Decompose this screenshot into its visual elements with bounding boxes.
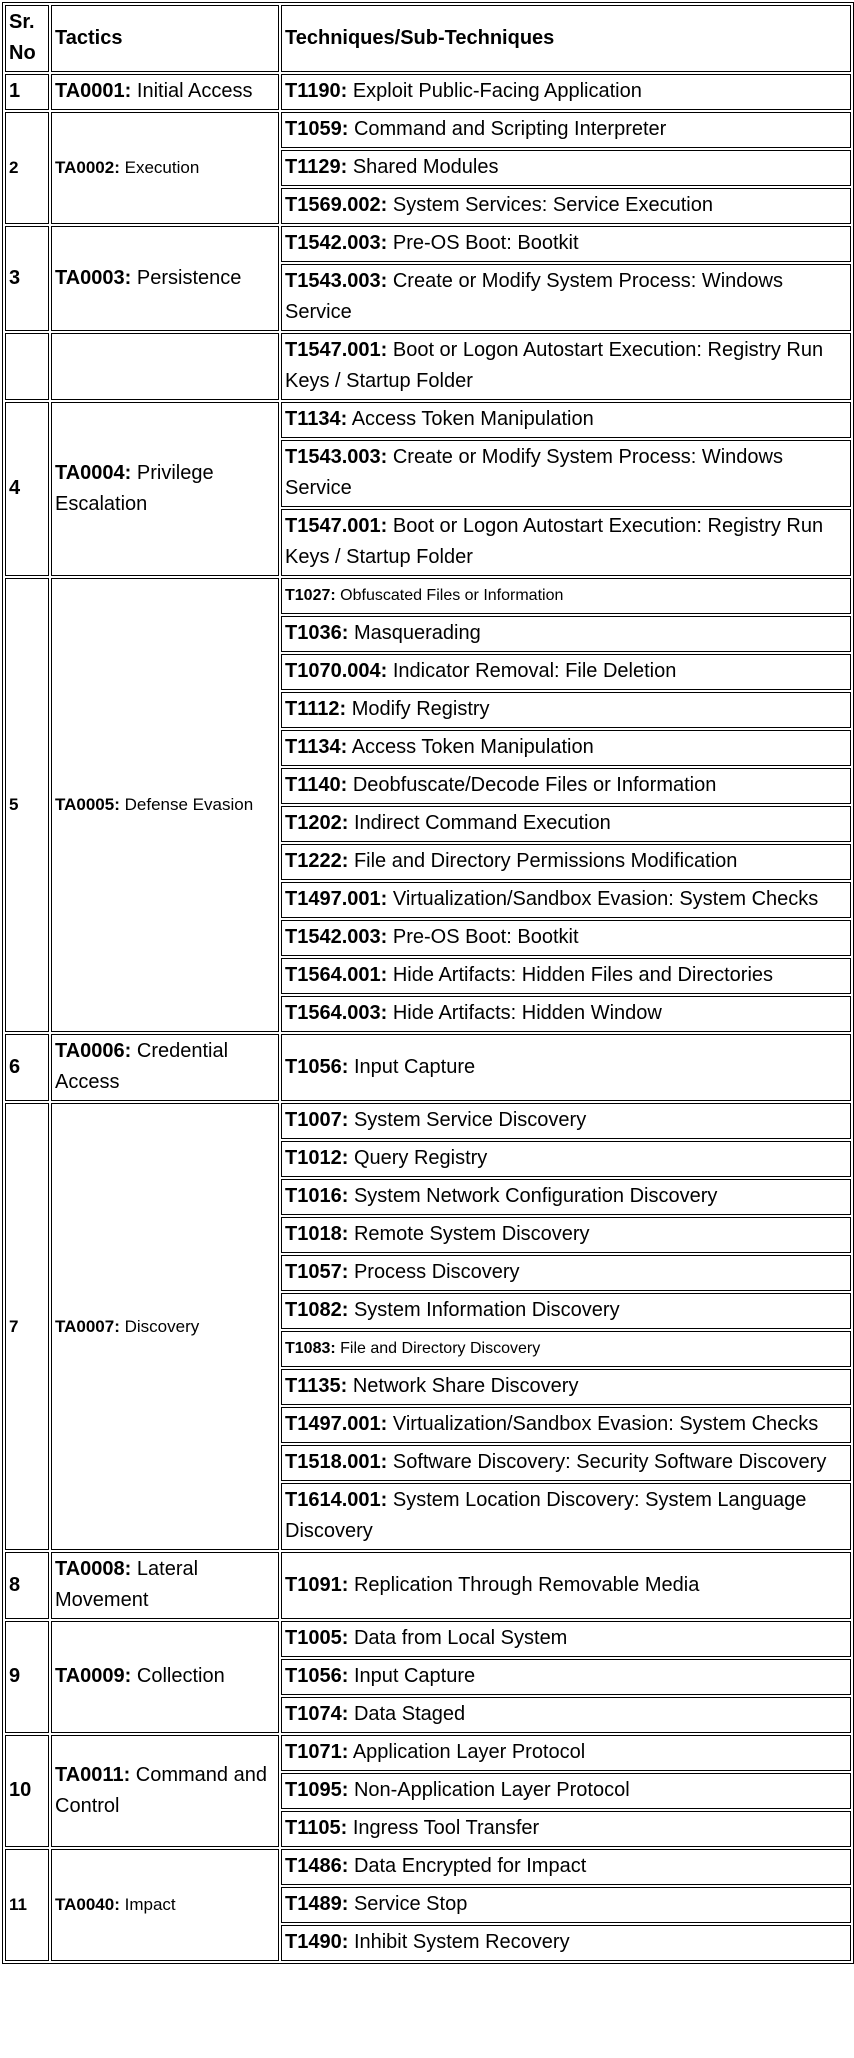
technique-id: T1074: bbox=[285, 1703, 349, 1725]
tactic-name: Lateral Movement bbox=[55, 1558, 199, 1611]
tactic-cell bbox=[51, 1103, 279, 1550]
technique-name: Virtualization/Sandbox Evasion: System Checks bbox=[392, 1413, 819, 1435]
tactic-cell bbox=[51, 333, 279, 400]
tactic-name: Impact bbox=[124, 1895, 176, 1914]
sr-no-cell: 2 bbox=[5, 112, 49, 224]
technique-cell bbox=[281, 1331, 851, 1367]
technique-name: Pre-OS Boot: Bootkit bbox=[392, 232, 579, 254]
technique-id: T1490: bbox=[285, 1931, 349, 1953]
technique-id: T1007: bbox=[285, 1109, 349, 1131]
tactic-name: Discovery bbox=[124, 1316, 200, 1336]
sr-no-cell: 4 bbox=[5, 402, 49, 576]
technique-cell bbox=[281, 1407, 851, 1443]
tactic-name: Execution bbox=[124, 158, 200, 177]
sr-no-cell: 1 bbox=[5, 74, 49, 110]
technique-cell bbox=[281, 1849, 851, 1885]
tactic-name: Credential Access bbox=[55, 1040, 229, 1093]
technique-cell bbox=[281, 402, 851, 438]
technique-id: T1095: bbox=[285, 1779, 349, 1801]
sr-no-cell: 3 bbox=[5, 226, 49, 331]
header-sr-no: Sr. No bbox=[5, 5, 49, 72]
technique-cell bbox=[281, 1552, 851, 1619]
table-body bbox=[5, 74, 851, 1961]
technique-id: T1012: bbox=[285, 1147, 349, 1169]
technique-cell bbox=[281, 844, 851, 880]
technique-cell bbox=[281, 616, 851, 652]
technique-name: Input Capture bbox=[353, 1665, 476, 1687]
tactic-cell bbox=[51, 1849, 279, 1961]
technique-id: T1547.001: bbox=[285, 339, 388, 361]
technique-id: T1016: bbox=[285, 1185, 349, 1207]
technique-cell bbox=[281, 882, 851, 918]
tactic-cell bbox=[51, 1735, 279, 1847]
technique-cell bbox=[281, 654, 851, 690]
sr-no-cell: 9 bbox=[5, 1621, 49, 1733]
technique-name: Remote System Discovery bbox=[353, 1223, 590, 1245]
table-row bbox=[5, 1849, 851, 1885]
technique-name: Deobfuscate/Decode Files or Information bbox=[352, 774, 717, 796]
technique-id: T1564.001: bbox=[285, 964, 388, 986]
technique-id: T1564.003: bbox=[285, 1002, 388, 1024]
technique-id: T1070.004: bbox=[285, 660, 388, 682]
technique-name: Virtualization/Sandbox Evasion: System Checks bbox=[392, 888, 819, 910]
technique-id: T1134: bbox=[285, 408, 348, 430]
technique-id: T1489: bbox=[285, 1893, 349, 1915]
header-techniques: Techniques/Sub-Techniques bbox=[281, 5, 851, 72]
tactic-id: TA0009: bbox=[55, 1665, 132, 1687]
technique-id: T1222: bbox=[285, 850, 349, 872]
tactic-cell bbox=[51, 578, 279, 1032]
technique-name: Inhibit System Recovery bbox=[353, 1931, 570, 1953]
technique-cell bbox=[281, 264, 851, 331]
technique-cell bbox=[281, 333, 851, 400]
technique-id: T1135: bbox=[285, 1375, 348, 1397]
tactic-id: TA0007: bbox=[55, 1316, 120, 1336]
technique-id: T1027: bbox=[285, 587, 336, 604]
tactic-id: TA0005: bbox=[55, 795, 120, 814]
technique-name: Query Registry bbox=[353, 1147, 488, 1169]
technique-cell bbox=[281, 150, 851, 186]
technique-name: Hide Artifacts: Hidden Window bbox=[392, 1002, 662, 1024]
technique-name: System Network Configuration Discovery bbox=[353, 1185, 718, 1207]
table-row bbox=[5, 333, 851, 400]
technique-id: T1071: bbox=[285, 1741, 349, 1763]
technique-id: T1547.001: bbox=[285, 515, 388, 537]
technique-cell bbox=[281, 578, 851, 614]
tactic-id: TA0040: bbox=[55, 1895, 120, 1914]
technique-cell bbox=[281, 1621, 851, 1657]
technique-name: System Location Discovery: System Language Discovery bbox=[285, 1489, 807, 1542]
tactic-name: Privilege Escalation bbox=[55, 461, 214, 515]
table-row bbox=[5, 578, 851, 614]
technique-name: Software Discovery: Security Software Discovery bbox=[392, 1451, 827, 1473]
sr-no-cell: 8 bbox=[5, 1552, 49, 1619]
technique-name: Network Share Discovery bbox=[352, 1375, 579, 1397]
technique-name: Service Stop bbox=[353, 1893, 468, 1915]
table-row bbox=[5, 1103, 851, 1139]
technique-name: Boot or Logon Autostart Execution: Registry Run Keys / Startup Folder bbox=[285, 515, 824, 568]
technique-name: Obfuscated Files or Information bbox=[340, 587, 564, 604]
technique-cell bbox=[281, 112, 851, 148]
technique-id: T1542.003: bbox=[285, 926, 388, 948]
tactic-name: Defense Evasion bbox=[124, 795, 254, 814]
sr-no-cell: 7 bbox=[5, 1103, 49, 1550]
technique-name: Process Discovery bbox=[353, 1261, 520, 1283]
technique-name: Data Encrypted for Impact bbox=[353, 1855, 587, 1877]
technique-name: System Service Discovery bbox=[353, 1109, 587, 1131]
table-row bbox=[5, 1034, 851, 1101]
technique-id: T1202: bbox=[285, 812, 349, 834]
tactic-id: TA0008: bbox=[55, 1558, 132, 1580]
technique-cell bbox=[281, 1217, 851, 1253]
technique-name: Indicator Removal: File Deletion bbox=[392, 660, 677, 682]
technique-id: T1134: bbox=[285, 736, 348, 758]
technique-name: Modify Registry bbox=[351, 698, 490, 720]
tactic-cell bbox=[51, 1552, 279, 1619]
table-row bbox=[5, 1552, 851, 1619]
technique-name: Create or Modify System Process: Windows Service bbox=[285, 446, 783, 499]
technique-cell bbox=[281, 1887, 851, 1923]
technique-cell bbox=[281, 1255, 851, 1291]
tactic-name: Initial Access bbox=[136, 80, 253, 102]
tactic-name: Collection bbox=[136, 1665, 225, 1687]
technique-id: T1543.003: bbox=[285, 270, 388, 292]
tactic-cell bbox=[51, 402, 279, 576]
technique-name: Exploit Public-Facing Application bbox=[352, 80, 642, 102]
tactic-cell bbox=[51, 112, 279, 224]
technique-id: T1057: bbox=[285, 1261, 349, 1283]
technique-name: File and Directory Permissions Modification bbox=[353, 850, 738, 872]
technique-id: T1056: bbox=[285, 1665, 349, 1687]
technique-id: T1059: bbox=[285, 118, 349, 140]
technique-cell bbox=[281, 188, 851, 224]
technique-cell bbox=[281, 920, 851, 956]
technique-cell bbox=[281, 1697, 851, 1733]
technique-cell bbox=[281, 1483, 851, 1550]
technique-name: Access Token Manipulation bbox=[351, 736, 594, 758]
technique-name: Indirect Command Execution bbox=[353, 812, 611, 834]
technique-cell bbox=[281, 1773, 851, 1809]
tactic-id: TA0001: bbox=[55, 80, 132, 102]
technique-name: Hide Artifacts: Hidden Files and Directories bbox=[392, 964, 774, 986]
tactic-cell bbox=[51, 1621, 279, 1733]
tactic-id: TA0006: bbox=[55, 1040, 132, 1062]
table-row bbox=[5, 226, 851, 262]
technique-cell bbox=[281, 1659, 851, 1695]
table-row bbox=[5, 1735, 851, 1771]
technique-id: T1091: bbox=[285, 1573, 349, 1596]
technique-cell bbox=[281, 958, 851, 994]
technique-name: Input Capture bbox=[353, 1055, 476, 1078]
technique-id: T1112: bbox=[285, 698, 347, 720]
header-tactics: Tactics bbox=[51, 5, 279, 72]
technique-cell bbox=[281, 509, 851, 576]
table-row bbox=[5, 1621, 851, 1657]
technique-id: T1518.001: bbox=[285, 1451, 388, 1473]
technique-id: T1018: bbox=[285, 1223, 349, 1245]
tactic-id: TA0011: bbox=[55, 1763, 131, 1786]
technique-name: Access Token Manipulation bbox=[351, 408, 594, 430]
technique-cell bbox=[281, 1369, 851, 1405]
tactic-id: TA0003: bbox=[55, 266, 132, 289]
technique-cell bbox=[281, 74, 851, 110]
technique-id: T1486: bbox=[285, 1855, 349, 1877]
tactic-name: Command and Control bbox=[55, 1763, 267, 1817]
technique-name: Replication Through Removable Media bbox=[353, 1573, 700, 1596]
table-header-row bbox=[5, 5, 851, 72]
technique-name: System Information Discovery bbox=[353, 1299, 620, 1321]
table-row bbox=[5, 74, 851, 110]
technique-name: Ingress Tool Transfer bbox=[352, 1817, 540, 1839]
sr-no-cell bbox=[5, 333, 49, 400]
tactic-id: TA0002: bbox=[55, 158, 120, 177]
technique-cell bbox=[281, 226, 851, 262]
technique-name: Non-Application Layer Protocol bbox=[353, 1779, 630, 1801]
sr-no-cell: 10 bbox=[5, 1735, 49, 1847]
technique-id: T1036: bbox=[285, 622, 349, 644]
technique-name: Data from Local System bbox=[353, 1627, 568, 1649]
mitre-attack-table bbox=[2, 2, 854, 1964]
tactic-name: Persistence bbox=[136, 266, 242, 289]
technique-name: Data Staged bbox=[353, 1703, 466, 1725]
technique-name: Masquerading bbox=[353, 622, 481, 644]
technique-id: T1129: bbox=[285, 156, 348, 178]
technique-cell bbox=[281, 1925, 851, 1961]
tactic-cell bbox=[51, 226, 279, 331]
technique-id: T1543.003: bbox=[285, 446, 388, 468]
technique-name: Command and Scripting Interpreter bbox=[353, 118, 667, 140]
technique-name: System Services: Service Execution bbox=[392, 194, 713, 216]
technique-id: T1140: bbox=[285, 774, 348, 796]
technique-cell bbox=[281, 1811, 851, 1847]
technique-id: T1005: bbox=[285, 1627, 349, 1649]
technique-name: Create or Modify System Process: Windows Service bbox=[285, 270, 783, 323]
tactic-id: TA0004: bbox=[55, 461, 132, 484]
technique-name: Shared Modules bbox=[352, 156, 499, 178]
technique-id: T1569.002: bbox=[285, 194, 388, 216]
sr-no-cell: 6 bbox=[5, 1034, 49, 1101]
technique-id: T1497.001: bbox=[285, 1413, 388, 1435]
sr-no-cell: 5 bbox=[5, 578, 49, 1032]
technique-cell bbox=[281, 1445, 851, 1481]
technique-id: T1614.001: bbox=[285, 1489, 388, 1511]
technique-id: T1056: bbox=[285, 1055, 349, 1078]
tactic-cell bbox=[51, 1034, 279, 1101]
technique-name: Boot or Logon Autostart Execution: Registry Run Keys / Startup Folder bbox=[285, 339, 824, 392]
technique-cell bbox=[281, 1293, 851, 1329]
table-row bbox=[5, 402, 851, 438]
technique-cell bbox=[281, 1034, 851, 1101]
technique-name: Pre-OS Boot: Bootkit bbox=[392, 926, 579, 948]
technique-id: T1105: bbox=[285, 1817, 348, 1839]
technique-id: T1082: bbox=[285, 1299, 349, 1321]
technique-cell bbox=[281, 768, 851, 804]
technique-cell bbox=[281, 692, 851, 728]
technique-cell bbox=[281, 1179, 851, 1215]
technique-id: T1190: bbox=[285, 80, 348, 102]
technique-cell bbox=[281, 806, 851, 842]
technique-id: T1497.001: bbox=[285, 888, 388, 910]
technique-cell bbox=[281, 1103, 851, 1139]
technique-cell bbox=[281, 730, 851, 766]
sr-no-cell: 11 bbox=[5, 1849, 49, 1961]
technique-id: T1542.003: bbox=[285, 232, 388, 254]
technique-name: Application Layer Protocol bbox=[352, 1741, 586, 1763]
technique-cell bbox=[281, 1735, 851, 1771]
technique-cell bbox=[281, 1141, 851, 1177]
technique-cell bbox=[281, 440, 851, 507]
technique-id: T1083: bbox=[285, 1340, 336, 1357]
table-row bbox=[5, 112, 851, 148]
technique-cell bbox=[281, 996, 851, 1032]
tactic-cell bbox=[51, 74, 279, 110]
technique-name: File and Directory Discovery bbox=[340, 1340, 541, 1357]
